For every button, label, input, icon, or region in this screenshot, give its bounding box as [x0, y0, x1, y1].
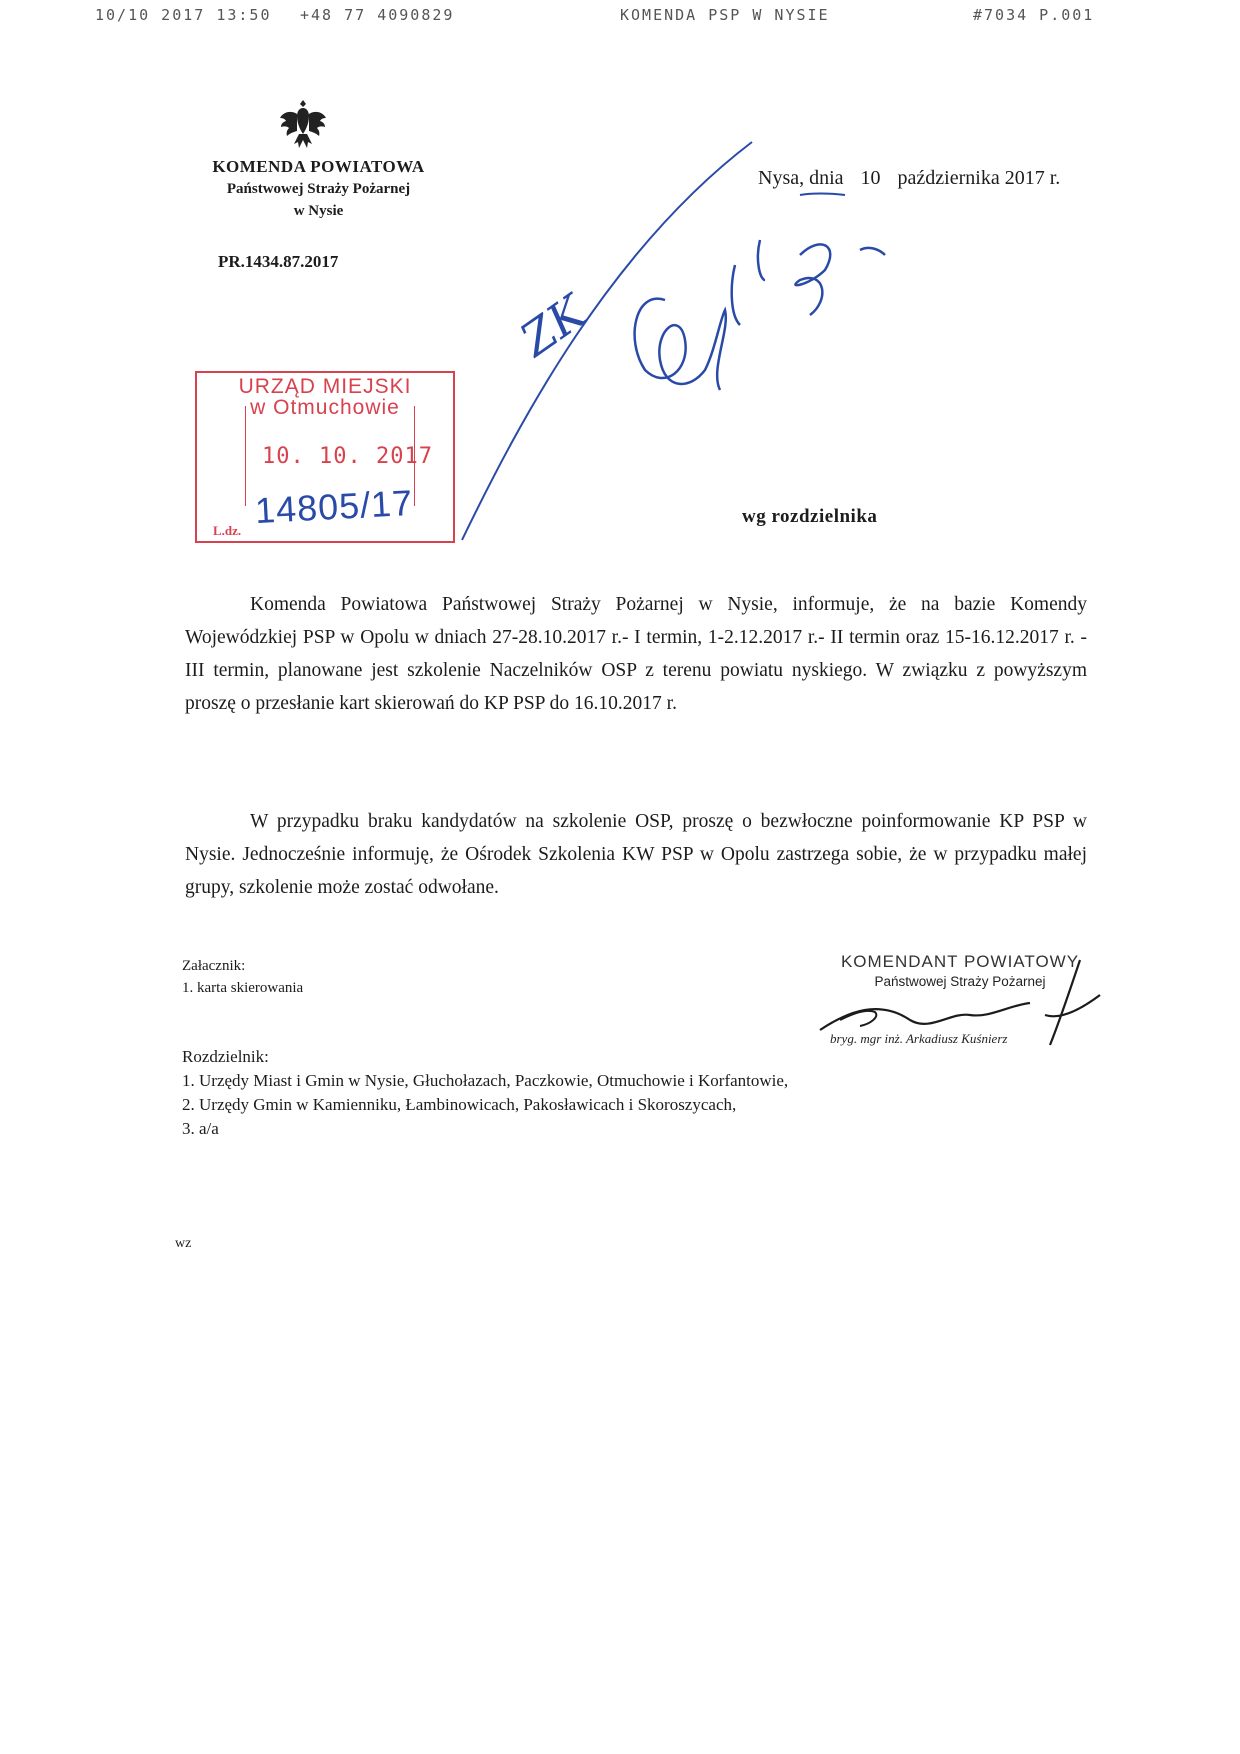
reference-number: PR.1434.87.2017	[218, 252, 339, 271]
attachment-item: 1. karta skierowania	[182, 980, 304, 996]
date-day: 10	[860, 167, 881, 189]
distribution-label: Rozdzielnik:	[182, 1047, 269, 1066]
stamp-date: 10. 10. 2017	[262, 444, 433, 469]
body-paragraph-1: Komenda Powiatowa Państwowej Straży Pożarnej w Nysie, informuje, że na bazie Komendy Wojewódzkiej PSP w Opolu w dniach 27-28.10.2017 r.- I termin, 1-2.12.2017 r.- II termin oraz 15-16.12.2017 r. - III termin, planowane jest szkolenie Naczelników OSP z terenu powiatu nyskiego. W związku z powyższym proszę o przesłanie kart skierowań do KP PSP do 16.10.2017 r.	[185, 594, 1087, 714]
org-city: w Nysie	[293, 203, 344, 219]
org-subname: Państwowej Straży Pożarnej	[226, 181, 411, 197]
fax-sender: KOMENDA PSP W NYSIE	[620, 6, 830, 24]
distribution-item: 3. a/a	[182, 1119, 219, 1138]
org-name: KOMENDA POWIATOWA	[212, 157, 425, 176]
fax-phone: +48 77 4090829	[300, 6, 455, 24]
signature-title: KOMENDANT POWIATOWY	[840, 952, 1080, 971]
distribution-list	[182, 1045, 788, 1141]
annotation-initials: ZK	[510, 284, 596, 367]
fax-datetime: 10/10 2017 13:50	[95, 6, 272, 24]
attachment-block	[182, 955, 303, 999]
date-suffix: października 2017 r.	[897, 167, 1061, 189]
body-paragraph-2: W przypadku braku kandydatów na szkolenie OSP, proszę o bezwłoczne poinformowanie KP PSP w Nysie. Jednocześnie informuję, że Ośrodek Szkolenia KW PSP w Opolu zastrzega sobie, że w przypadku małej grupy, szkolenie może zostać odwołane.	[185, 811, 1087, 898]
stamp-title-line2: w Otmuchowie	[250, 396, 400, 419]
distribution-item: 2. Urzędy Gmin w Kamienniku, Łambinowicach, Pakosławicach i Skoroszycach,	[182, 1095, 737, 1114]
date-prefix: Nysa, dnia	[758, 167, 844, 189]
fax-page: #7034 P.001	[973, 6, 1095, 24]
distribution-item: 1. Urzędy Miast i Gmin w Nysie, Głuchołazach, Paczkowie, Otmuchowie i Korfantowie,	[182, 1071, 789, 1090]
signature-block	[820, 952, 1100, 989]
author-initials: wz	[175, 1236, 192, 1251]
signature-name: bryg. mgr inż. Arkadiusz Kuśnierz	[830, 1031, 1008, 1046]
stamp-handwritten-number: 14805/17	[254, 481, 415, 532]
recipient: wg rozdzielnika	[742, 506, 878, 527]
stamp-ldz-label: L.dz.	[213, 523, 242, 538]
stamp-title-line1: URZĄD MIEJSKI	[238, 375, 412, 398]
signature-org: Państwowej Straży Pożarnej	[874, 974, 1046, 989]
attachment-label: Załacznik:	[182, 958, 246, 974]
